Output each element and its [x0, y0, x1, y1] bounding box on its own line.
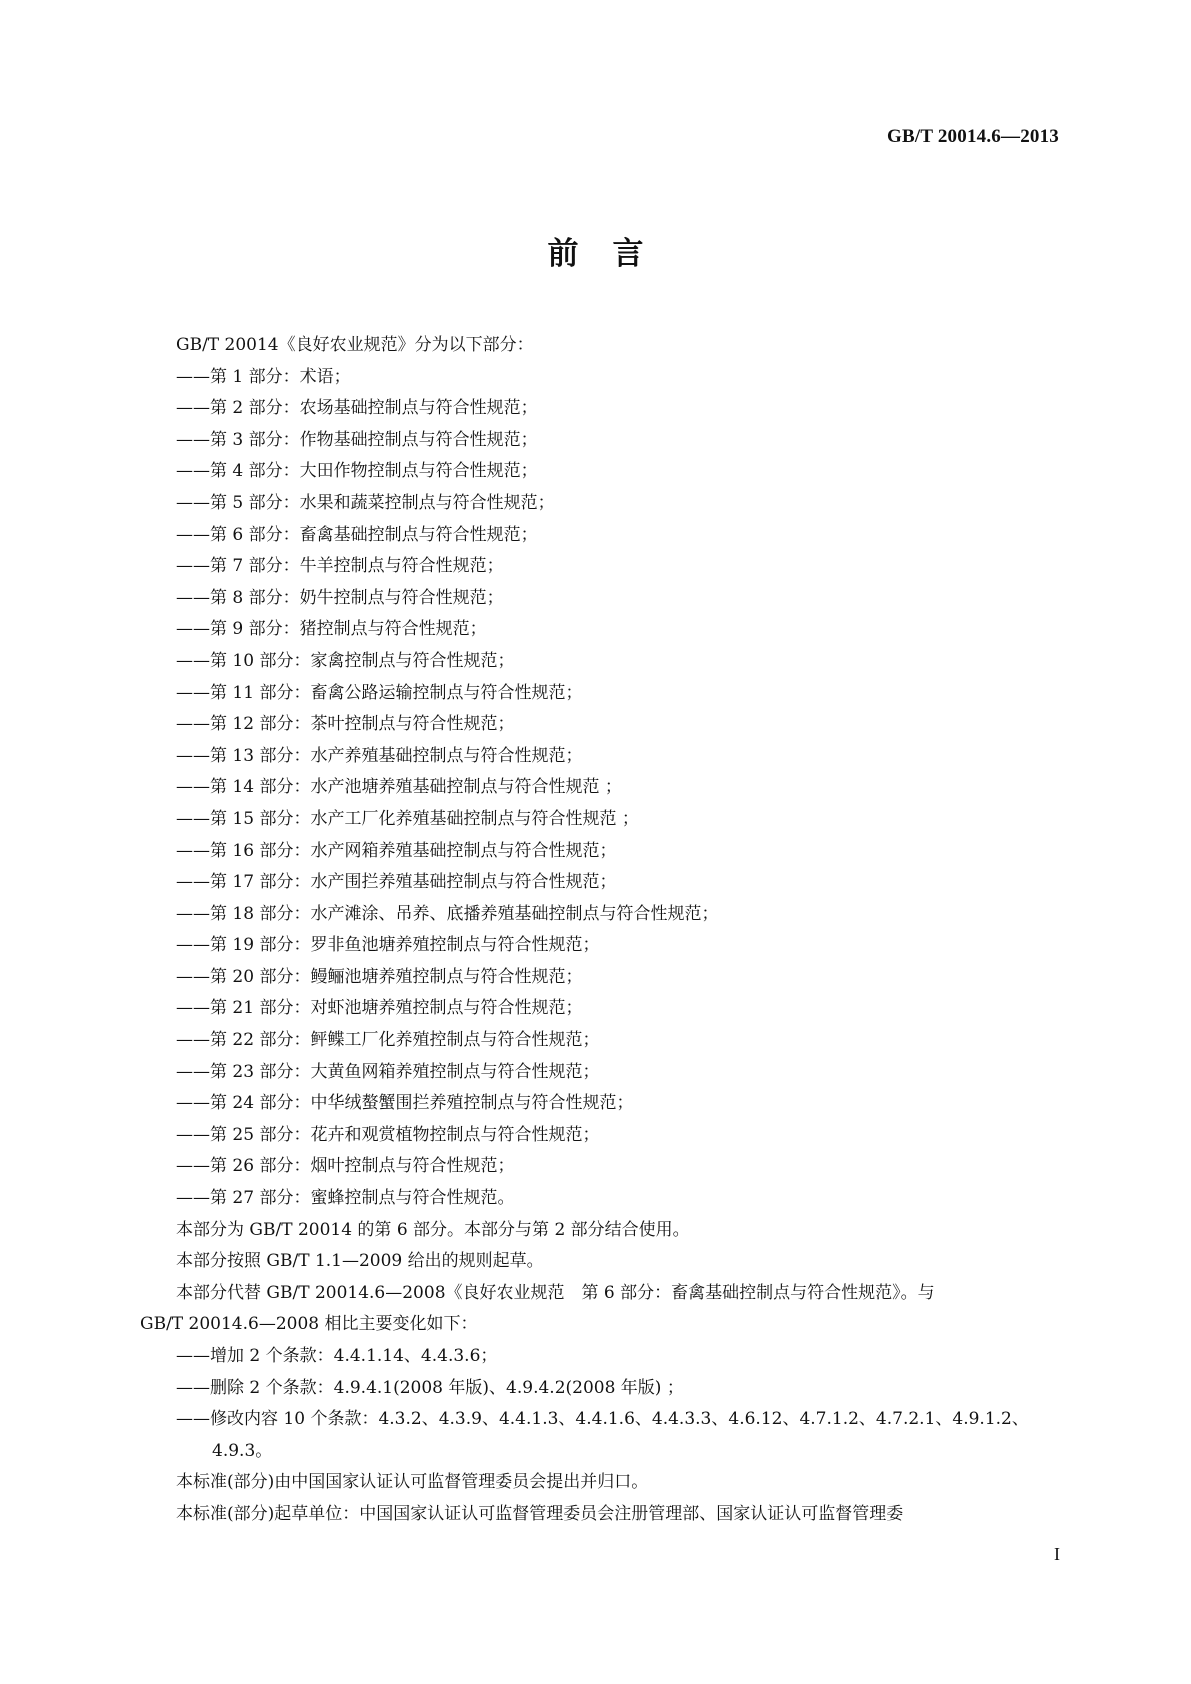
- paragraph-line: ——第 3 部分：作物基础控制点与符合性规范；: [176, 429, 538, 450]
- paragraph-line: ——第 25 部分：花卉和观赏植物控制点与符合性规范；: [176, 1124, 600, 1145]
- paragraph-line: ——第 15 部分：水产工厂化养殖基础控制点与符合性规范 ；: [176, 808, 639, 829]
- paragraph-line: ——第 10 部分：家禽控制点与符合性规范；: [176, 650, 515, 671]
- paragraph-line: 本部分代替 GB/T 20014.6—2008《良好农业规范 第 6 部分：畜禽基础控制点与符合性规范》。与: [176, 1282, 935, 1303]
- paragraph-line: ——第 13 部分：水产养殖基础控制点与符合性规范；: [176, 745, 583, 766]
- paragraph-line: GB/T 20014《良好农业规范》分为以下部分：: [176, 335, 534, 355]
- page-title: 前言: [547, 236, 678, 272]
- foreword-body: [140, 330, 1060, 1531]
- paragraph-line: ——第 4 部分：大田作物控制点与符合性规范；: [176, 461, 538, 482]
- paragraph-line: GB/T 20014.6—2008 相比主要变化如下：: [140, 1314, 478, 1335]
- paragraph-line: ——第 9 部分：猪控制点与符合性规范；: [176, 619, 487, 640]
- paragraph-line: ——第 20 部分：鳗鲡池塘养殖控制点与符合性规范；: [176, 966, 583, 987]
- paragraph-line: ——第 11 部分：畜禽公路运输控制点与符合性规范；: [176, 682, 583, 703]
- paragraph-line: ——第 22 部分：鲆鲽工厂化养殖控制点与符合性规范；: [176, 1030, 600, 1051]
- paragraph-line: ——第 18 部分：水产滩涂、吊养、底播养殖基础控制点与符合性规范；: [176, 903, 719, 924]
- paragraph-line: ——第 26 部分：烟叶控制点与符合性规范；: [176, 1156, 515, 1177]
- paragraph-line: ——第 17 部分：水产围拦养殖基础控制点与符合性规范；: [176, 872, 617, 893]
- paragraph-line: 本标准(部分)由中国国家认证认可监督管理委员会提出并归口。: [176, 1472, 649, 1493]
- paragraph-line: ——第 19 部分：罗非鱼池塘养殖控制点与符合性规范；: [176, 935, 600, 956]
- paragraph-line: ——第 24 部分：中华绒螯蟹围拦养殖控制点与符合性规范；: [176, 1093, 634, 1114]
- paragraph-line: ——第 14 部分：水产池塘养殖基础控制点与符合性规范 ；: [176, 777, 622, 798]
- paragraph-line: 4.9.3。: [212, 1440, 273, 1461]
- page-number: I: [1054, 1544, 1060, 1564]
- paragraph-line: ——第 1 部分：术语；: [176, 366, 351, 387]
- paragraph-line: ——第 2 部分：农场基础控制点与符合性规范；: [176, 398, 538, 419]
- paragraph-line: ——第 8 部分：奶牛控制点与符合性规范；: [176, 587, 504, 608]
- paragraph-line: ——修改内容 10 个条款：4.3.2、4.3.9、4.4.1.3、4.4.1.6、4.4.3.3、4.6.12、4.7.1.2、4.7.2.1、4.9.1.2、: [176, 1409, 1029, 1430]
- paragraph-line: 本部分按照 GB/T 1.1—2009 给出的规则起草。: [176, 1251, 544, 1272]
- paragraph-line: ——第 16 部分：水产网箱养殖基础控制点与符合性规范；: [176, 840, 617, 861]
- paragraph-line: ——第 6 部分：畜禽基础控制点与符合性规范；: [176, 524, 538, 545]
- paragraph-line: ——第 7 部分：牛羊控制点与符合性规范；: [176, 556, 504, 577]
- paragraph-line: ——删除 2 个条款：4.9.4.1(2008 年版)、4.9.4.2(2008 年版) ；: [176, 1377, 684, 1398]
- paragraph-line: ——第 27 部分：蜜蜂控制点与符合性规范。: [176, 1188, 515, 1209]
- paragraph-line: ——第 5 部分：水果和蔬菜控制点与符合性规范；: [176, 492, 555, 513]
- paragraph-line: ——第 23 部分：大黄鱼网箱养殖控制点与符合性规范；: [176, 1061, 600, 1082]
- paragraph-line: 本部分为 GB/T 20014 的第 6 部分。本部分与第 2 部分结合使用。: [176, 1219, 690, 1240]
- paragraph-line: 本标准(部分)起草单位：中国国家认证认可监督管理委员会注册管理部、国家认证认可监督管理委: [176, 1503, 904, 1524]
- paragraph-line: ——增加 2 个条款：4.4.1.14、4.4.3.6；: [176, 1346, 498, 1366]
- standard-code: GB/T 20014.6—2013: [887, 126, 1059, 147]
- paragraph-line: ——第 12 部分：茶叶控制点与符合性规范；: [176, 714, 515, 735]
- paragraph-line: ——第 21 部分：对虾池塘养殖控制点与符合性规范；: [176, 998, 583, 1019]
